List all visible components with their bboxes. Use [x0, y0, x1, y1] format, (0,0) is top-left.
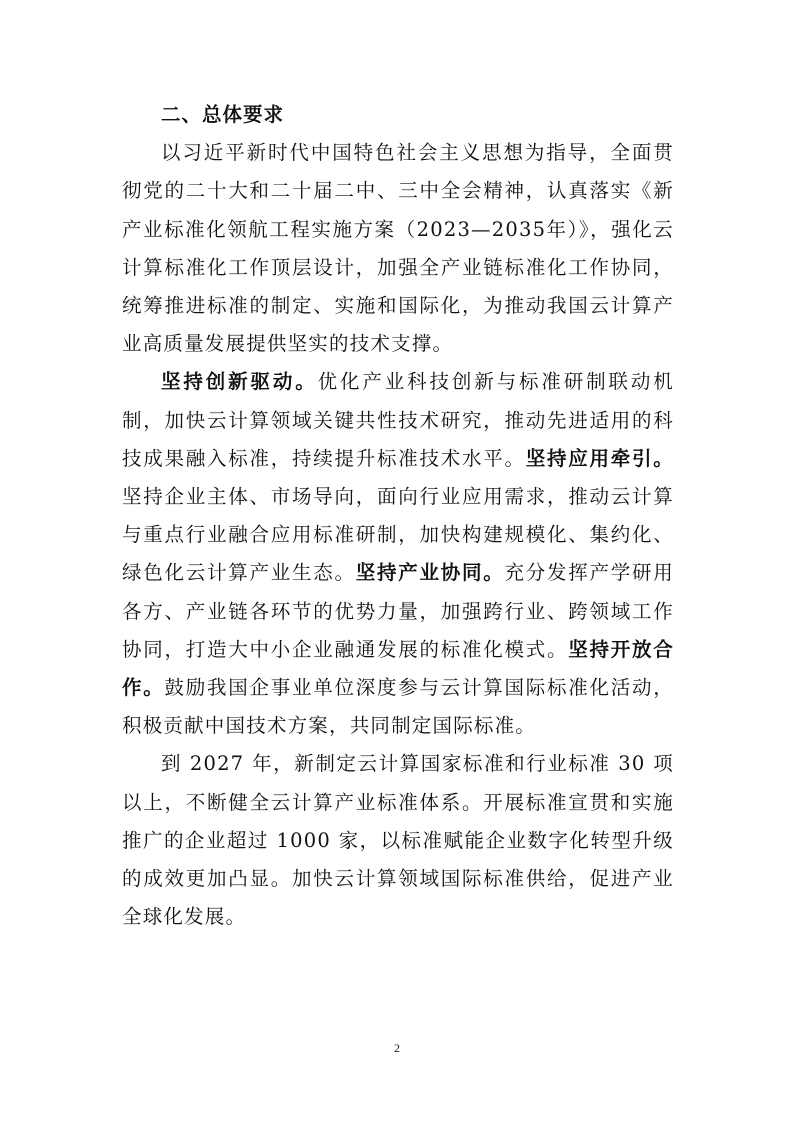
goals-paragraph: 到 2027 年，新制定云计算国家标准和行业标准 30 项以上，不断健全云计算产业标准体系。开展标准宣贯和实施推广的企业超过 1000 家，以标准赋能企业数字化转型升级的成效更加凸显。加快云计算领域国际标准供给，促进产业全球化发展。 [122, 752, 674, 929]
page-number: 2 [394, 1041, 400, 1055]
principle-text-collaboration: 充分发挥产学研用各方、产业链各环节的优势力量，加强跨行业、跨领域工作协同，打造大中小企业融通发展的标准化模式。 [122, 561, 674, 661]
principle-text-openness: 鼓励我国企事业单位深度参与云计算国际标准化活动，积极贡献中国技术方案，共同制定国际标准。 [122, 676, 674, 738]
principle-keyword-application: 坚持应用牵引。 [525, 446, 674, 470]
page-content [122, 96, 674, 936]
principle-keyword-innovation: 坚持创新驱动。 [161, 370, 318, 394]
principle-text-application: 坚持企业主体、市场导向，面向行业应用需求，推动云计算与重点行业融合应用标准研制，加快构建规模化、集约化、绿色化云计算产业生态。 [122, 485, 674, 585]
principles-paragraph [122, 363, 674, 745]
principle-text-innovation: 优化产业科技创新与标准研制联动机制，加快云计算领域关键共性技术研究，推动先进适用的科技成果融入标准，持续提升标准技术水平。 [122, 370, 674, 470]
section-heading: 二、总体要求 [161, 103, 285, 126]
principle-keyword-collaboration: 坚持产业协同。 [355, 561, 505, 585]
principle-keyword-openness: 坚持开放合作。 [122, 637, 674, 700]
intro-paragraph: 以习近平新时代中国特色社会主义思想为指导，全面贯彻党的二十大和二十届二中、三中全会精神，认真落实《新产业标准化领航工程实施方案（2023—2035年）》，强化云计算标准化工作顶层设计，加强全产业链标准化工作协同，统筹推进标准的制定、实施和国际化，为推动我国云计算产业高质量发展提供坚实的技术支撑。 [122, 141, 674, 356]
